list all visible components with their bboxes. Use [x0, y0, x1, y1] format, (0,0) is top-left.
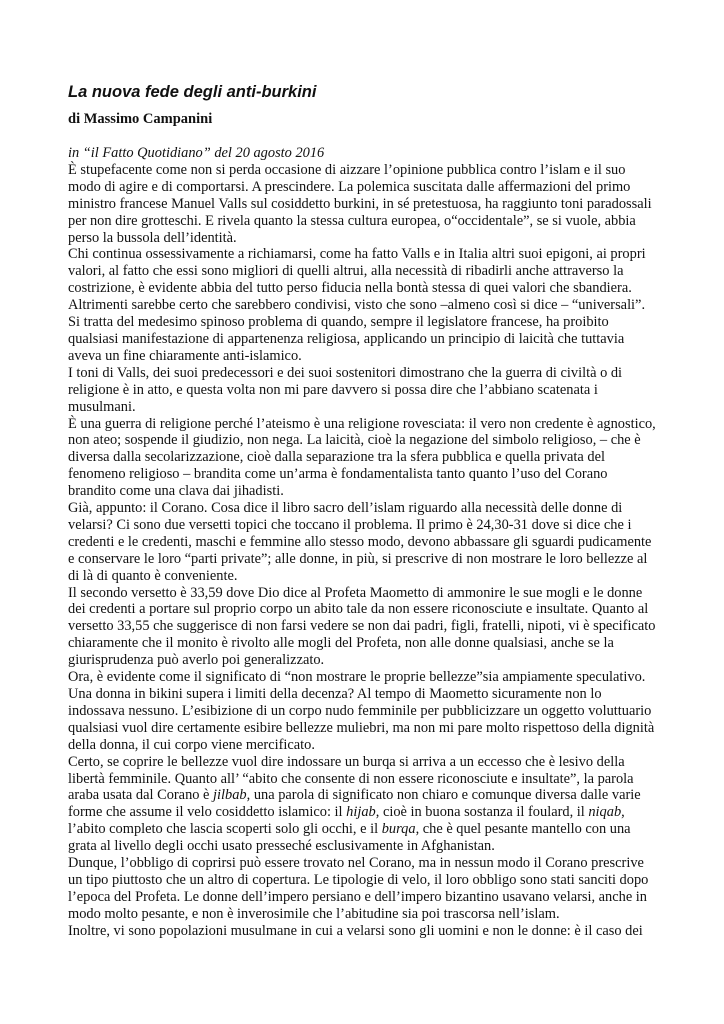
- article-paragraph: [68, 416, 658, 501]
- article-paragraph: [68, 754, 658, 855]
- italic-term: niqab: [588, 804, 622, 821]
- paragraph-text: È una guerra di religione perché l’ateismo è una religione rovesciata: il vero non credente è agnostico, non ateo; sospende il giudizio, non nega. La laicità, cioè la negazione del simbolo religioso, – che è diversa dalla secolarizzazione, cioè dalla separazione tra la sfera pubblica e quella privata del fenomeno religioso – brandita come un’arma è fondamentalista tanto quanto l’uso del Corano brandito come una clava dai jihadisti.: [68, 415, 656, 500]
- paragraph-text: Il secondo versetto è 33,59 dove Dio dice al Profeta Maometto di ammonire le sue mogli e le donne dei credenti a portare sul proprio corpo un abito tale da non essere riconosciute e insultate. Quanto al versetto 33,55 che suggerisce di non farsi vedere se non dai padri, figli, fratelli, nipoti, vi è specificato chiaramente che il monito è rivolto alle mogli del Profeta, non alle donne qualsiasi, anche se la giurisprudenza può averlo poi generalizzato.: [68, 584, 656, 669]
- paragraph-text: È stupefacente come non si perda occasione di aizzare l’opinione pubblica contro l’islam e il suo modo di agire e di comportarsi. A prescindere. La polemica suscitata dalle affermazioni del primo ministro francese Manuel Valls sul cosiddetto burkini, in sé pretestuosa, ha raggiunto toni paradossali per non dire grotteschi. E rivela quanto la stessa cultura europea, o“occidentale”, se si vuole, abbia perso la bussola dell’identità.: [68, 161, 652, 246]
- article-author: di Massimo Campanini: [68, 111, 213, 127]
- paragraph-text: Inoltre, vi sono popolazioni musulmane in cui a velarsi sono gli uomini e non le donne: è il caso dei: [68, 922, 643, 939]
- document-page: [68, 82, 658, 940]
- article-paragraph: [68, 923, 658, 940]
- article-paragraph: [68, 162, 658, 247]
- article-source: in “il Fatto Quotidiano” del 20 agosto 2016: [68, 145, 325, 161]
- article-paragraph: [68, 246, 658, 364]
- article-title: La nuova fede degli anti-burkini: [68, 83, 317, 101]
- italic-term: jilbab: [213, 787, 247, 804]
- paragraph-text: , l’abito completo che lascia scoperti solo gli occhi, e il: [68, 804, 625, 838]
- article-body: [68, 162, 658, 940]
- paragraph-text: Certo, se coprire le bellezze vuol dire indossare un burqa si arriva a un eccesso che è lesivo della libertà femminile. Quanto all’ “abito che consente di non essere riconosciute e insultate”, la parola araba usata dal Corano è: [68, 753, 634, 804]
- paragraph-text: Dunque, l’obbligo di coprirsi può essere trovato nel Corano, ma in nessun modo il Corano prescrive un tipo piuttosto che un altro di copertura. Le tipologie di velo, il loro obbligo sono stati sanciti dopo l’epoca del Profeta. Le donne dell’impero persiano e dell’impero bizantino usavano velarsi, anche in modo molto pesante, e non è inverosimile che l’abitudine sia poi trascorsa nell’islam.: [68, 855, 649, 922]
- article-paragraph: [68, 669, 658, 754]
- article-paragraph: [68, 365, 658, 416]
- italic-term: hijab: [346, 804, 376, 821]
- paragraph-text: Chi continua ossessivamente a richiamarsi, come ha fatto Valls e in Italia altri suoi epigoni, ai propri valori, al fatto che essi sono migliori di quelli altrui, alla necessità di ribadirli anche attraverso la costrizione, è evidente abbia del tutto perso fiducia nella bontà stessa di quei valori che sbandiera. Altrimenti sarebbe certo che sarebbero condivisi, visto che sono –almeno così si dice – “universali”. Si tratta del medesimo spinoso problema di quando, sempre il legislatore francese, ha proibito qualsiasi manifestazione di appartenenza religiosa, applicando un principio di laicità che tuttavia aveva un fine chiaramente anti-islamico.: [68, 246, 646, 364]
- article-paragraph: [68, 585, 658, 670]
- paragraph-text: , cioè in buona sostanza il foulard, il: [375, 804, 589, 821]
- paragraph-text: , una parola di significato non chiaro e comunque diversa dalle varie forme che assume il velo cosiddetto islamico: il: [68, 787, 641, 821]
- paragraph-text: , che è quel pesante mantello con una grata al livello degli occhi usato presseché esclusivamente in Afghanistan.: [68, 821, 631, 855]
- article-paragraph: [68, 500, 658, 585]
- italic-term: burqa: [381, 821, 416, 838]
- article-paragraph: [68, 855, 658, 923]
- paragraph-text: Già, appunto: il Corano. Cosa dice il libro sacro dell’islam riguardo alla necessità delle donne di velarsi? Ci sono due versetti topici che toccano il problema. Il primo è 24,30-31 dove si dice che i credenti e le credenti, maschi e femmine allo stesso modo, devono abbassare gli sguardi pudicamente e conservare le loro “parti private”; alle donne, in più, si prescrive di non mostrare le loro bellezze al di là di quanto è conveniente.: [68, 500, 652, 584]
- paragraph-text: Ora, è evidente come il significato di “non mostrare le proprie bellezze”sia ampiamente speculativo. Una donna in bikini supera i limiti della decenza? Al tempo di Maometto sicuramente non lo indossava nessuno. L’esibizione di un corpo nudo femminile per pubblicizzare un oggetto voluttuario qualsiasi vuol dire certamente esibire bellezze muliebri, ma non mi pare molto rispettoso della dignità della donna, il cui corpo viene mercificato.: [68, 669, 655, 753]
- paragraph-text: I toni di Valls, dei suoi predecessori e dei suoi sostenitori dimostrano che la guerra di civiltà o di religione è in atto, e questa volta non mi pare davvero si possa dire che l’abbiano scatenata i musulmani.: [68, 364, 623, 415]
